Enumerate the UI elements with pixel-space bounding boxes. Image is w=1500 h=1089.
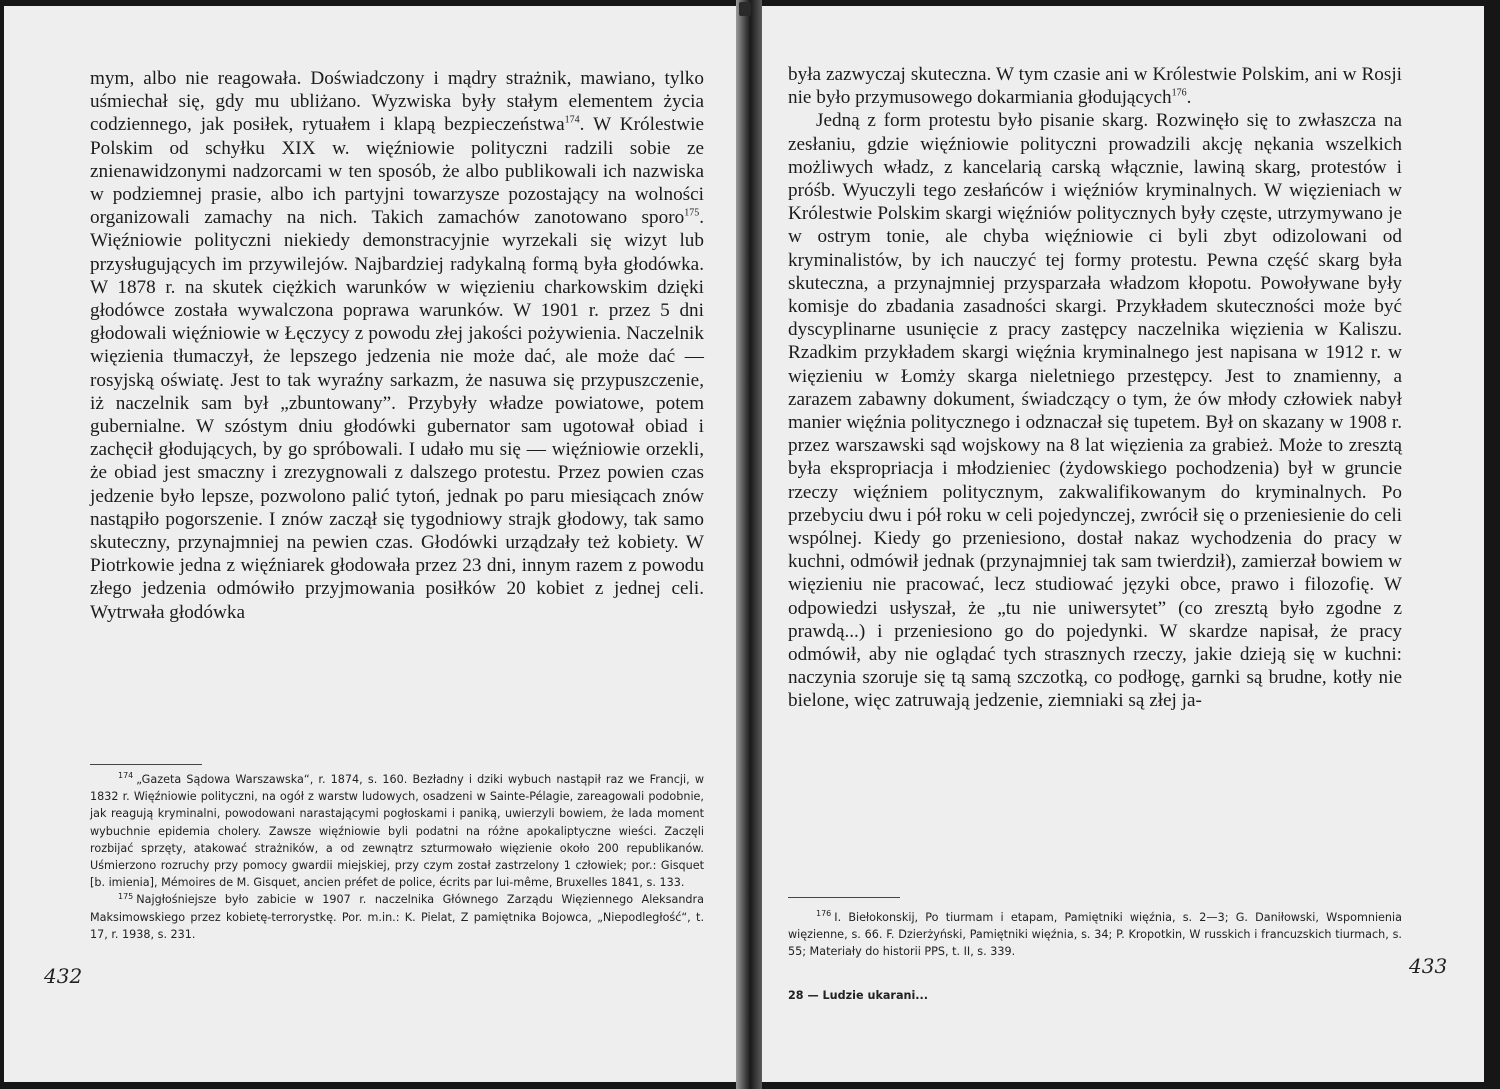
printer-signature: 28 — Ludzie ukarani... [788, 989, 929, 1002]
body-text: . [1186, 87, 1192, 109]
left-footnotes [90, 771, 704, 943]
footnote-ref-174: 174 [564, 115, 580, 127]
footnote-rule [788, 897, 900, 898]
left-paragraph [90, 67, 704, 624]
body-text: . Więźniowie polityczni niekiedy demonstracyjnie wyrzekali się wizyt lub przysługujących im przywilejów. Najbardziej radykalną formą była głodówka. W 1878 r. na skutek ciężkich warunków w więzieniu charkowskim dzięki głodówce została wywalczona poprawa warunków. W 1901 r. przez 5 dni głodowali więźniowie w Łęczycy z powodu złej jakości pożywienia. Naczelnik więzienia tłumaczył, że lepszego jedzenia nie może dać, ale może dać — rosyjską oświatę. Jest to tak wyraźny sarkazm, że nasuwa się przypuszczenie, iż naczelnik sam był „zbuntowany”. Przybyły władze powiatowe, potem gubernialne. W szóstym dniu głodówki gubernator sam ugotował obiad i zachęcił głodujących, by go spróbowali. I udało mu się — więźniowie orzekli, że obiad jest smaczny i zrezygnowali z dalszego protestu. Przez powien czas jedzenie było lepsze, pozwolono palić tytoń, jednak po paru miesiącach znów nastąpiło pogorszenie. I znów zaczął się tygodniowy strajk głodowy, tak samo skuteczny, przynajmniej na pewien czas. Głodówki urządzały też kobiety. W Piotrkowie jedna z więźniarek głodowała przez 23 dni, innym razem z powodu złego jedzenia odmówiło przyjmowania posiłków 20 kobiet z jednej celi. Wytrwała głodówka [90, 207, 704, 623]
book-gutter [736, 0, 762, 1089]
body-text: była zazwyczaj skuteczna. W tym czasie ani w Królestwie Polskim, ani w Rosji nie było przymusowego dokarmiania głodujących [788, 64, 1402, 109]
page-number-left: 432 [44, 964, 83, 988]
footnote-176 [788, 909, 1402, 961]
footnote-ref-175: 175 [684, 207, 700, 219]
body-text: mym, albo nie reagowała. Doświadczony i mądry strażnik, mawiano, tylko uśmiechał się, gdy mu ubliżano. Wyzwiska były stałym elementem życia codziennego, jak posiłek, rytuałem i klapą bezpieczeństwa [90, 68, 704, 136]
footnote-text: I. Biełokonskij, Po tiurmam i etapam, Pamiętniki więźnia, s. 2—3; G. Daniłowski, Wspomnienia więzienne, s. 66. F. Dzierżyński, Pamiętniki więźnia, s. 34; P. Kropotkin, W russkich i francuzskich tiurmach, s. 55; Materiały do historii PPS, t. II, s. 339. [788, 911, 1402, 959]
footnote-number: 176 [816, 909, 832, 919]
binding-clip [739, 2, 751, 16]
left-page [4, 6, 736, 1082]
page-number-right: 433 [1409, 954, 1448, 978]
footnote-text: Najgłośniejsze było zabicie w 1907 r. naczelnika Głównego Zarządu Więziennego Aleksandra Maksimowskiego przez kobietę-terrorystkę. Por. m.in.: K. Pielat, Z pamiętnika Bojowca, „Niepodległość“, t. 17, r. 1938, s. 231. [90, 893, 704, 941]
footnote-175 [90, 891, 704, 943]
left-page-body [90, 67, 704, 624]
footnote-174 [90, 771, 704, 891]
right-page [762, 6, 1484, 1082]
right-paragraph-1 [788, 63, 1402, 109]
footnote-number: 175 [118, 891, 134, 901]
body-text: . W Królestwie Polskim od schyłku XIX w. więźniowie polityczni radzili sobie ze znienawidzonymi nadzorcami w ten sposób, że albo publikowali ich nazwiska w podziemnej prasie, albo ich partyjni towarzysze pozostający na wolności organizowali zamachy na nich. Takich zamachów zanotowano sporo [90, 114, 704, 229]
footnote-text: „Gazeta Sądowa Warszawska“, r. 1874, s. 160. Bezładny i dziki wybuch nastąpił raz we Francji, w 1832 r. Więźniowie polityczni, na ogół z warstw ludowych, osadzeni w Sainte-Pélagie, zareagowali podobnie, jak reagują kryminalni, powodowani narastającymi pogłoskami i paniką, uwierzyli bowiem, że lada moment wybuchnie epidemia cholery. Zawsze więźniowie byli podatni na różne apokaliptyczne wieści. Zaczęli rozbijać sprzęty, atakować strażników, a od zewnątrz szturmowało więzienie około 200 republikanów. Uśmierzono rozruchy przy pomocy gwardii miejskiej, przy czym został zastrzelony 1 człowiek; por.: Gisquet [b. imienia], Mémoires de M. Gisquet, ancien préfet de police, écrits par lui-même, Bruxelles 1841, s. 133. [90, 773, 704, 890]
footnote-ref-176: 176 [1171, 87, 1187, 99]
right-page-body [788, 63, 1402, 713]
footnote-rule [90, 764, 202, 765]
footnote-number: 174 [118, 771, 134, 781]
right-footnotes [788, 909, 1402, 961]
right-paragraph-2: Jedną z form protestu było pisanie skarg. Rozwinęło się to zwłaszcza na zesłaniu, gdzie więźniowie polityczni prowadzili akcję nękania wszelkich możliwych władz, z kancelarią carską włącznie, lawiną skarg, protestów i próśb. Wyuczyli tego zesłańców i więźniów kryminalnych. W więzieniach w Królestwie Polskim skargi więźniów politycznych były częste, utrzymywano je w ostrym tonie, ale chyba więźniowie ci byli zbyt odizolowani od kryminalistów, by ich nauczyć tej formy protestu. Pewna część skarg była skuteczna, a przynajmniej przysparzała władzom kłopotu. Powoływane były komisje do zbadania zasadności skargi. Przykładem skuteczności może być dyscyplinarne usunięcie z pracy zastępcy naczelnika więzienia w Kaliszu. Rzadkim przykładem skargi więźnia kryminalnego jest napisana w 1912 r. w więzieniu w Łomży skarga nieletniego przestępcy. Jest to znamienny, a zarazem zabawny dokument, świadczący o tym, że ów młody człowiek nabył manier więźnia politycznego i odznaczał się tupetem. Był on skazany w 1908 r. przez warszawski sąd wojskowy na 8 lat więzienia za grabież. Może to zresztą była ekspropriacja i młodzieniec (żydowskiego pochodzenia) był w gruncie rzeczy więźniem politycznym, zakwalifikowanym do kryminalnych. Po przebyciu dwu i pół roku w celi pojedynczej, zwrócił się o przeniesienie do celi wspólnej. Kiedy go przeniesiono, dostał nakaz wychodzenia do pracy w kuchni, odmówił jednak (przynajmniej tak sam twierdził), zamierzał bowiem w więzieniu nie pracować, lecz studiować języki obce, prawo i filozofię. W odpowiedzi usłyszał, że „tu nie uniwersytet” (co zresztą było zgodne z prawdą...) i przeniesiono go do pojedynki. W skardze napisał, że pracy odmówił, aby nie oglądać tych strasznych rzeczy, jakie dzieją się w kuchni: naczynia szoruje się tą samą szczotką, co podłogę, garnki są brudne, kotły nie bielone, więc zatruwają jedzenie, ziemniaki są złej ja- [788, 110, 1402, 712]
